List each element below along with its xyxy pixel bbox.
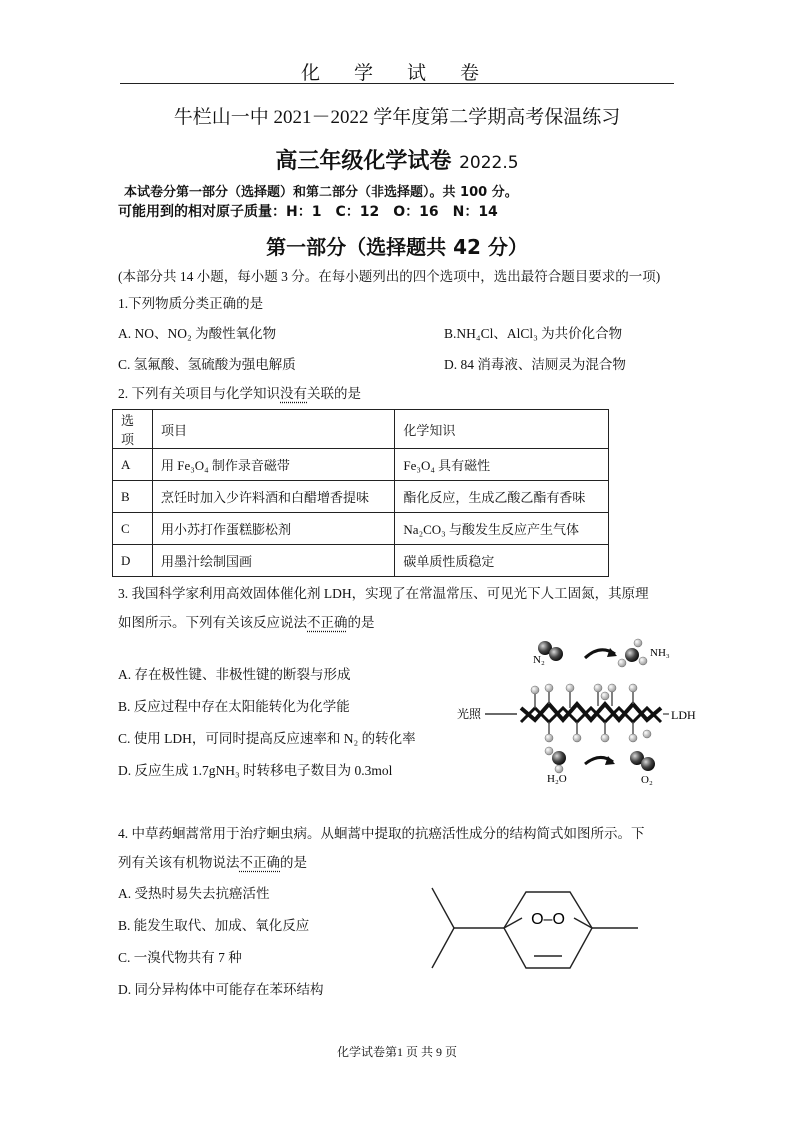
table-cell: Fe₃O₄ 具有磁性 — [395, 449, 609, 481]
o2-molecule — [630, 751, 655, 771]
q4-option-c: C. 一溴代物共有 7 种 — [118, 950, 242, 965]
q3-option-c: C. 使用 LDH，可同时提高反应速率和 N₂ 的转化率 — [118, 731, 416, 746]
q4-stem-line2 — [118, 851, 307, 871]
q2-stem — [118, 382, 361, 402]
table-cell: 烹饪时加入少许料酒和白醋增香提味 — [152, 481, 394, 513]
q4-option-b: B. 能发生取代、加成、氧化反应 — [118, 918, 310, 933]
q4-stem-line1: 4. 中草药蛔蒿常用于治疗蛔虫病。从蛔蒿中提取的抗癌活性成分的结构简式如图所示。下 — [118, 826, 645, 841]
q3-option-d: D. 反应生成 1.7gNH₃ 时转移电子数目为 0.3mol — [118, 763, 393, 778]
peroxide-bridge-label: O–O — [531, 911, 565, 928]
table-header-cell: 项目 — [152, 410, 394, 449]
table-cell: 碳单质性质稳定 — [395, 545, 609, 577]
table-row — [113, 513, 609, 545]
q3-option-a: A. 存在极性键、非极性键的断裂与形成 — [118, 667, 351, 682]
h2o-label: H₂O — [547, 773, 567, 785]
exam-info-line1: 本试卷分第一部分（选择题）和第二部分（非选择题）。共 100 分。 — [124, 185, 518, 200]
q2-table — [112, 409, 609, 577]
q3-stem-pre: 如图所示。下列有关该反应说法 — [118, 615, 307, 630]
q1-option-d: D. 84 消毒液、洁厕灵为混合物 — [444, 357, 626, 372]
nh3-molecule — [618, 639, 647, 667]
q3-stem-line1: 3. 我国科学家利用高效固体催化剂 LDH，实现了在常温常压、可见光下人工固氮，其原理 — [118, 586, 649, 601]
o2-label: O₂ — [641, 774, 653, 786]
table-cell: 用小苏打作蛋糕膨松剂 — [152, 513, 394, 545]
q4-stem-pre: 列有关该有机物说法 — [118, 855, 240, 870]
q3-stem-post: 的是 — [347, 615, 375, 630]
q4-option-d: D. 同分异构体中可能存在苯环结构 — [118, 982, 324, 997]
part1-instruction: (本部分共 14 小题，每小题 3 分。在每小题列出的四个选项中，选出最符合题目要求的一项) — [118, 269, 661, 284]
table-cell: D — [113, 545, 153, 577]
school-title: 牛栏山一中 2021－2022 学年度第二学期高考保温练习 — [173, 107, 621, 128]
ldh-label: LDH — [671, 708, 696, 722]
q2-stem-emphasis: 没有 — [280, 386, 307, 401]
q4-stem-post: 的是 — [280, 855, 307, 870]
q3-stem-emphasis: 不正确 — [307, 615, 348, 630]
exam-date: 2022.5 — [459, 153, 519, 173]
exam-title — [0, 144, 794, 175]
structure-bonds — [432, 888, 638, 968]
ldh-lattice — [521, 704, 661, 722]
q4-stem-emphasis: 不正确 — [239, 855, 280, 870]
table-header-cell: 选项 — [113, 410, 153, 449]
nitrogen-fixation-figure — [455, 630, 705, 790]
table-cell: 酯化反应，生成乙酸乙酯有香味 — [395, 481, 609, 513]
header-title: 化 学 试 卷 — [300, 62, 494, 84]
n2-label: N₂ — [533, 654, 545, 666]
table-header-cell: 化学知识 — [395, 410, 609, 449]
q2-stem-post: 关联的是 — [307, 386, 361, 401]
table-cell: B — [113, 481, 153, 513]
q3-option-b: B. 反应过程中存在太阳能转化为化学能 — [118, 699, 350, 714]
q1-stem: 1.下列物质分类正确的是 — [118, 296, 264, 311]
table-cell: Na₂CO₃ 与酸发生反应产生气体 — [395, 513, 609, 545]
table-header-row — [113, 410, 609, 449]
table-cell: 用 Fe₃O₄ 制作录音磁带 — [152, 449, 394, 481]
table-cell: C — [113, 513, 153, 545]
q3-stem-line2 — [118, 611, 375, 631]
page-footer: 化学试卷第1 页 共 9 页 — [336, 1045, 457, 1059]
part1-title: 第一部分（选择题共 42 分） — [266, 235, 528, 259]
q1-option-b: B.NH₄Cl、AlCl₃ 为共价化合物 — [444, 326, 623, 341]
exam-title-text: 高三年级化学试卷 — [275, 149, 452, 174]
ascaridole-structure-figure — [428, 880, 643, 990]
table-cell: 用墨汁绘制国画 — [152, 545, 394, 577]
q4-option-a: A. 受热时易失去抗癌活性 — [118, 886, 270, 901]
table-row — [113, 545, 609, 577]
q2-stem-pre: 2. 下列有关项目与化学知识 — [118, 386, 280, 401]
q1-option-a: A. NO、NO₂ 为酸性氧化物 — [118, 326, 277, 341]
h2o-molecule — [545, 747, 566, 773]
light-label: 光照 — [457, 707, 482, 721]
nh3-label: NH₃ — [650, 647, 670, 659]
table-row — [113, 481, 609, 513]
table-row — [113, 449, 609, 481]
table-cell: A — [113, 449, 153, 481]
atomic-mass-line: 可能用到的相对原子质量：H：1 C：12 O：16 N：14 — [118, 204, 498, 220]
header-rule — [120, 83, 674, 84]
q1-option-c: C. 氢氟酸、氢硫酸为强电解质 — [118, 357, 296, 372]
